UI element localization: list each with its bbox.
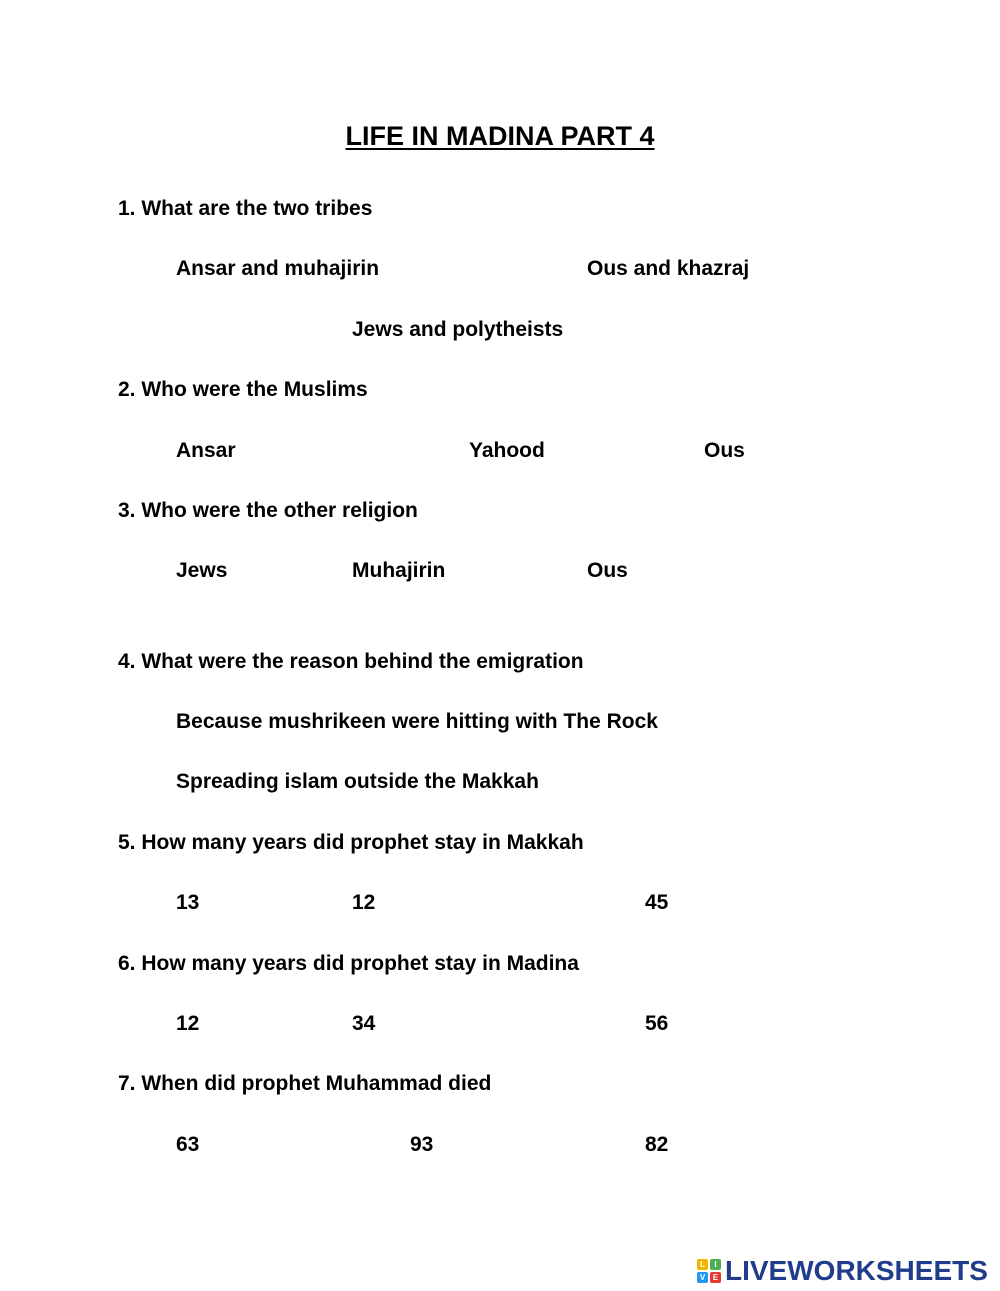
option-1b[interactable]: Ous and khazraj: [587, 257, 750, 280]
liveworksheets-logo[interactable]: [697, 1254, 988, 1288]
option-2c[interactable]: Ous: [704, 439, 745, 462]
option-6b[interactable]: 34: [352, 1012, 376, 1035]
liveworksheets-mark-icon: [697, 1259, 721, 1283]
logo-mark-l: L: [697, 1259, 708, 1270]
option-6c[interactable]: 56: [645, 1012, 669, 1035]
question-6: 6. How many years did prophet stay in Madina: [118, 952, 579, 975]
question-1: 1. What are the two tribes: [118, 197, 373, 220]
option-2a[interactable]: Ansar: [176, 439, 236, 462]
option-3a[interactable]: Jews: [176, 559, 228, 582]
question-3: 3. Who were the other religion: [118, 499, 418, 522]
option-1a[interactable]: Ansar and muhajirin: [176, 257, 380, 280]
logo-mark-v: V: [697, 1272, 708, 1283]
option-7b[interactable]: 93: [410, 1133, 434, 1156]
option-3b[interactable]: Muhajirin: [352, 559, 446, 582]
logo-mark-e: E: [710, 1272, 721, 1283]
option-5c[interactable]: 45: [645, 891, 669, 914]
option-7a[interactable]: 63: [176, 1133, 200, 1156]
option-5b[interactable]: 12: [352, 891, 376, 914]
question-4: 4. What were the reason behind the emigration: [118, 650, 584, 673]
option-1c[interactable]: Jews and polytheists: [352, 318, 564, 341]
logo-text: LIVEWORKSHEETS: [725, 1255, 988, 1286]
option-6a[interactable]: 12: [176, 1012, 200, 1035]
logo-mark-i: I: [710, 1259, 721, 1270]
option-4a[interactable]: Because mushrikeen were hitting with The Rock: [176, 710, 658, 733]
option-4b[interactable]: Spreading islam outside the Makkah: [176, 770, 539, 793]
question-5: 5. How many years did prophet stay in Makkah: [118, 831, 584, 854]
question-7: 7. When did prophet Muhammad died: [118, 1072, 492, 1095]
option-7c[interactable]: 82: [645, 1133, 669, 1156]
question-2: 2. Who were the Muslims: [118, 378, 368, 401]
worksheet-title: LIFE IN MADINA PART 4: [345, 121, 655, 151]
option-5a[interactable]: 13: [176, 891, 200, 914]
option-2b[interactable]: Yahood: [469, 439, 545, 462]
option-3c[interactable]: Ous: [587, 559, 628, 582]
